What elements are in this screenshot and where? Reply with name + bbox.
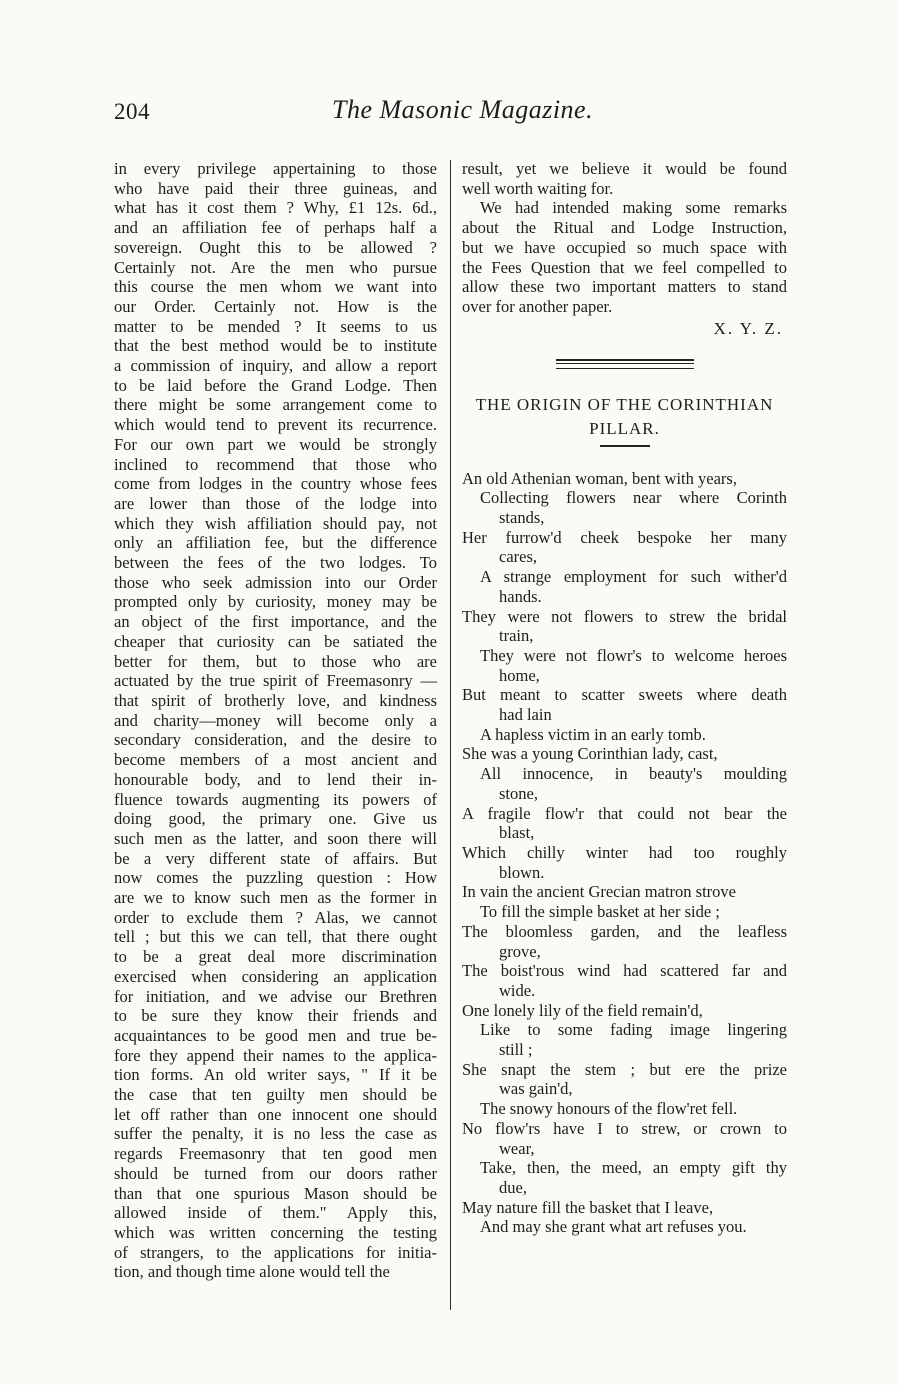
poem-line: May nature fill the basket that I leave, — [462, 1197, 714, 1217]
poem-line: To fill the simple basket at her side ; — [480, 902, 720, 922]
text-line: become members of a most ancient and — [114, 750, 437, 770]
text-line: tion forms. An old writer says, " If it be — [114, 1065, 437, 1085]
right-column — [462, 159, 787, 1237]
poem-line: A hapless victim in an early tomb. — [480, 724, 706, 744]
poem-line: Like to some fading image lingering — [480, 1020, 787, 1040]
text-line: prompted only by curiosity, money may be — [114, 592, 437, 612]
poem-line: The boist'rous wind had scattered far and — [462, 961, 787, 981]
text-line: are we to know such men as the former in — [114, 888, 437, 908]
article-paragraph-2 — [462, 198, 787, 316]
text-line: and charity—money will become only a — [114, 710, 437, 730]
text-line: For our own part we would be strongly — [114, 434, 437, 454]
text-line: inclined to recommend that those who — [114, 454, 437, 474]
text-line: a commission of inquiry, and allow a report — [114, 356, 437, 376]
text-line: the Fees Question that we feel compelled to — [462, 257, 787, 277]
text-line: than that one spurious Mason should be — [114, 1183, 437, 1203]
poem-stanza — [462, 469, 787, 607]
poem-line: still ; — [499, 1040, 533, 1060]
article-paragraph — [114, 159, 437, 1282]
text-line: and an affiliation fee of perhaps half a — [114, 218, 437, 238]
text-line: secondary consideration, and the desire to — [114, 730, 437, 750]
text-line: are lower than those of the lodge into — [114, 493, 437, 513]
poem-stanza — [462, 607, 787, 745]
text-line: tell ; but this we can tell, that there ought — [114, 927, 437, 947]
poem-line: Her furrow'd cheek bespoke her many — [462, 527, 787, 547]
text-line: between the fees of the two lodges. To — [114, 553, 437, 573]
poem-line: An old Athenian woman, bent with years, — [462, 468, 737, 488]
text-line: exercised when considering an application — [114, 966, 437, 986]
text-line: to be sure they know their friends and — [114, 1006, 437, 1026]
text-line: those who seek admission into our Order — [114, 572, 437, 592]
text-line: who have paid their three guineas, and — [114, 178, 437, 198]
poem-line: Which chilly winter had too roughly — [462, 842, 787, 862]
poem-line: cares, — [499, 547, 538, 567]
poem-line: home, — [499, 665, 540, 685]
running-title: The Masonic Magazine. — [332, 95, 594, 124]
text-line: that spirit of brotherly love, and kindness — [114, 690, 437, 710]
text-line: that the best method would be to institute — [114, 336, 437, 356]
poem-title-line-2: PILLAR. — [589, 418, 660, 438]
poem-line: wear, — [499, 1138, 535, 1158]
poem-line: All innocence, in beauty's moulding — [480, 764, 787, 784]
poem-line: wide. — [499, 980, 536, 1000]
text-line: what has it cost them ? Why, £1 12s. 6d., — [114, 198, 437, 218]
text-line: cheaper that curiosity can be satiated the — [114, 631, 437, 651]
text-line: but we have occupied so much space with — [462, 237, 787, 257]
text-line: better for them, but to those who are — [114, 651, 437, 671]
text-line: which was written concerning the testing — [114, 1222, 437, 1242]
poem-line: A strange employment for such wither'd — [480, 567, 787, 587]
text-line: which would tend to prevent its recurrence. — [114, 415, 437, 435]
text-line: there might be some arrangement come to — [114, 395, 437, 415]
text-line: result, yet we believe it would be found — [462, 159, 787, 178]
poem-line: had lain — [499, 705, 552, 725]
text-line: regards Freemasonry that ten good men — [114, 1144, 437, 1164]
text-line: honourable body, and to lend their in- — [114, 769, 437, 789]
poem-line: blown. — [499, 862, 545, 882]
text-line: let off rather than one innocent one should — [114, 1104, 437, 1124]
poem-line: stands, — [499, 508, 545, 528]
text-line: about the Ritual and Lodge Instruction, — [462, 218, 787, 238]
text-line: this course the men whom we want into — [114, 277, 437, 297]
text-line: of strangers, to the applications for initia- — [114, 1242, 437, 1262]
left-column — [114, 159, 437, 1282]
text-line: come from lodges in the country whose fees — [114, 474, 437, 494]
text-line: well worth waiting for. — [462, 178, 614, 198]
text-line: for initiation, and we advise our Brethren — [114, 986, 437, 1006]
poem-line: Take, then, the meed, an empty gift thy — [480, 1158, 787, 1178]
text-line: matter to be mended ? It seems to us — [114, 316, 437, 336]
poem-line: They were not flowr's to welcome heroes — [480, 645, 787, 665]
poem-body — [462, 469, 787, 1237]
poem-line: stone, — [499, 783, 538, 803]
poem-line: blast, — [499, 823, 535, 843]
text-line: only an affiliation fee, but the difference — [114, 533, 437, 553]
text-line: We had intended making some remarks — [480, 198, 787, 218]
poem-stanza — [462, 882, 787, 1000]
text-line: over for another paper. — [462, 296, 613, 316]
poem-line: Collecting flowers near where Corinth — [480, 488, 787, 508]
text-line: be a very different state of affairs. But — [114, 848, 437, 868]
text-line: such men as the latter, and soon there will — [114, 828, 437, 848]
text-line: to be laid before the Grand Lodge. Then — [114, 375, 437, 395]
column-rule — [450, 160, 451, 1310]
double-rule-divider — [556, 359, 694, 369]
poem-line: But meant to scatter sweets where death — [462, 685, 787, 705]
page-number: 204 — [114, 99, 150, 124]
poem-line: due, — [499, 1177, 527, 1197]
text-line: order to exclude them ? Alas, we cannot — [114, 907, 437, 927]
poem-line: In vain the ancient Grecian matron strove — [462, 882, 736, 902]
poem-line: train, — [499, 626, 534, 646]
text-line: actuated by the true spirit of Freemasonry — — [114, 671, 437, 691]
article-continuation — [462, 159, 787, 198]
poem-line: A fragile flow'r that could not bear the — [462, 803, 787, 823]
text-line: doing good, the primary one. Give us — [114, 809, 437, 829]
poem-line: The bloomless garden, and the leafless — [462, 921, 787, 941]
poem-line: And may she grant what art refuses you. — [480, 1217, 747, 1237]
short-rule-divider — [600, 445, 650, 447]
text-line: tion, and though time alone would tell the — [114, 1262, 390, 1282]
poem-title — [462, 393, 787, 441]
text-line: in every privilege appertaining to those — [114, 159, 437, 178]
text-line: sovereign. Ought this to be allowed ? — [114, 237, 437, 257]
signature: X. Y. Z. — [713, 318, 783, 338]
text-line: fluence towards augmenting its powers of — [114, 789, 437, 809]
text-line: allow these two important matters to stand — [462, 277, 787, 297]
poem-line: One lonely lily of the field remain'd, — [462, 1000, 703, 1020]
poem-stanza — [462, 1001, 787, 1119]
text-line: the case that ten guilty men should be — [114, 1085, 437, 1105]
poem-line: No flow'rs have I to strew, or crown to — [462, 1118, 787, 1138]
text-line: our Order. Certainly not. How is the — [114, 296, 437, 316]
text-line: should be turned from our doors rather — [114, 1163, 437, 1183]
text-line: Certainly not. Are the men who pursue — [114, 257, 437, 277]
poem-line: She snapt the stem ; but ere the prize — [462, 1059, 787, 1079]
text-line: fore they append their names to the applica- — [114, 1045, 437, 1065]
poem-stanza — [462, 744, 787, 882]
text-line: now comes the puzzling question : How — [114, 868, 437, 888]
poem-line: was gain'd, — [499, 1079, 573, 1099]
poem-line: grove, — [499, 941, 541, 961]
poem-line: hands. — [499, 586, 542, 606]
text-line: allowed inside of them." Apply this, — [114, 1203, 437, 1223]
poem-stanza — [462, 1119, 787, 1237]
text-line: an object of the first importance, and the — [114, 612, 437, 632]
text-line: suffer the penalty, it is no less the case as — [114, 1124, 437, 1144]
text-line: acquaintances to be good men and true be- — [114, 1025, 437, 1045]
poem-line: They were not flowers to strew the bridal — [462, 606, 787, 626]
text-line: to be a great deal more discrimination — [114, 947, 437, 967]
poem-line: The snowy honours of the flow'ret fell. — [480, 1099, 738, 1119]
poem-line: She was a young Corinthian lady, cast, — [462, 744, 718, 764]
poem-title-line-1: THE ORIGIN OF THE CORINTHIAN — [475, 394, 774, 414]
text-line: which they wish affiliation should pay, not — [114, 513, 437, 533]
